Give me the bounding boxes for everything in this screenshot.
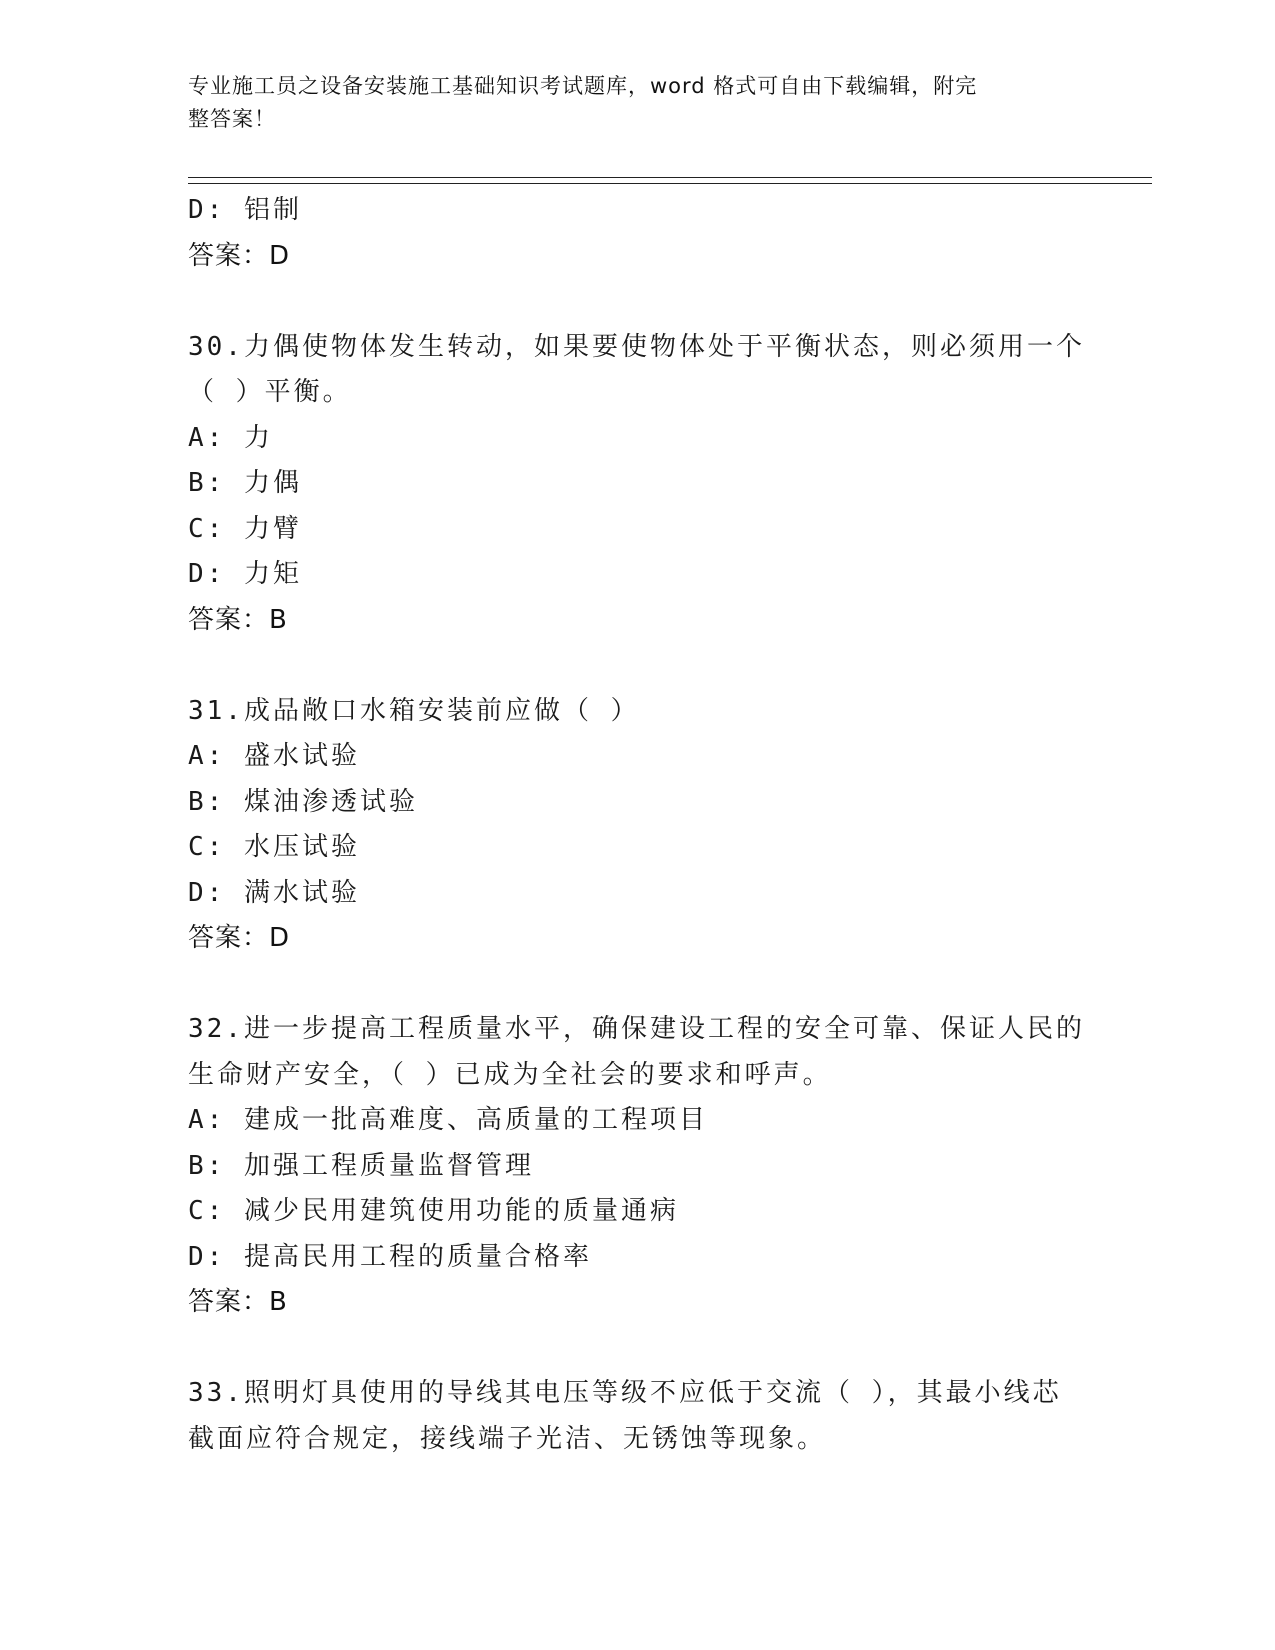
question-text-line: （ ）平衡。 — [188, 377, 352, 407]
option-letter: C: — [188, 1196, 226, 1226]
option-letter: D: — [188, 559, 226, 589]
option-a — [188, 416, 1088, 462]
answer-line — [188, 598, 1088, 644]
option-c — [188, 825, 1088, 871]
option-text: 水压试验 — [243, 832, 360, 862]
answer-label: 答案： — [188, 240, 270, 271]
option-text: 力偶 — [243, 468, 302, 498]
option-d — [188, 871, 1088, 917]
option-text: 铝制 — [243, 195, 302, 225]
option-letter: D: — [188, 877, 226, 908]
option-letter: B: — [188, 786, 226, 817]
option-c — [188, 1189, 1088, 1235]
question-31 — [188, 689, 1088, 962]
question-text-line: 30.力偶使物体发生转动，如果要使物体处于平衡状态，则必须用一个 — [188, 331, 1085, 362]
option-d — [188, 552, 1088, 598]
answer-line — [188, 916, 1088, 962]
option-letter: C: — [188, 513, 226, 544]
option-text: 满水试验 — [243, 877, 360, 908]
option-letter: B: — [188, 1150, 226, 1181]
question-text-line: 截面应符合规定，接线端子光洁、无锈蚀等现象。 — [188, 1423, 827, 1454]
option-text: 煤油渗透试验 — [243, 786, 418, 817]
question-list — [188, 188, 1088, 1462]
option-a — [188, 734, 1088, 780]
option-b — [188, 780, 1088, 826]
option-text: 力矩 — [243, 559, 302, 589]
header-divider-bottom — [188, 183, 1152, 184]
option-text: 减少民用建筑使用功能的质量通病 — [243, 1196, 679, 1226]
document-header — [188, 70, 1068, 136]
option-letter: A: — [188, 741, 226, 771]
question-30 — [188, 325, 1088, 644]
header-divider-top — [188, 177, 1152, 178]
question-32 — [188, 1007, 1088, 1326]
answer-line — [188, 234, 1088, 280]
option-d — [188, 188, 1088, 234]
answer-value: D — [269, 240, 291, 271]
question-text-line: 32.进一步提高工程质量水平，确保建设工程的安全可靠、保证人民的 — [188, 1014, 1085, 1044]
option-letter: D: — [188, 1241, 226, 1272]
option-text: 力 — [243, 422, 273, 453]
option-a — [188, 1098, 1088, 1144]
option-c — [188, 507, 1088, 553]
spacer — [188, 279, 1088, 325]
option-letter: D: — [188, 195, 226, 225]
spacer — [188, 643, 1088, 689]
option-b — [188, 461, 1088, 507]
answer-line — [188, 1280, 1088, 1326]
answer-label: 答案： — [188, 1287, 270, 1317]
header-line-2: 整答案！ — [188, 107, 276, 131]
answer-value: D — [269, 923, 291, 953]
answer-value: B — [269, 604, 288, 635]
option-text: 盛水试验 — [243, 741, 360, 771]
option-letter: B: — [188, 468, 226, 498]
question-text-line: 33.照明灯具使用的导线其电压等级不应低于交流（ ），其最小线芯 — [188, 1378, 1062, 1408]
answer-value: B — [269, 1287, 288, 1317]
option-text: 提高民用工程的质量合格率 — [243, 1241, 592, 1272]
question-text-line: 31.成品敞口水箱安装前应做（ ） — [188, 695, 640, 726]
spacer — [188, 1326, 1088, 1372]
question-text-line: 生命财产安全，（ ）已成为全社会的要求和呼声。 — [188, 1059, 832, 1090]
option-letter: A: — [188, 422, 226, 453]
option-text: 加强工程质量监督管理 — [243, 1150, 534, 1181]
spacer — [188, 962, 1088, 1008]
option-letter: A: — [188, 1105, 226, 1135]
header-line-1: 专业施工员之设备安装施工基础知识考试题库，word 格式可自由下载编辑，附完 — [188, 74, 978, 98]
answer-label: 答案： — [188, 923, 270, 953]
option-b — [188, 1144, 1088, 1190]
option-letter: C: — [188, 832, 226, 862]
option-d — [188, 1235, 1088, 1281]
option-text: 建成一批高难度、高质量的工程项目 — [243, 1105, 708, 1135]
option-text: 力臂 — [243, 513, 302, 544]
question-33 — [188, 1371, 1088, 1462]
answer-label: 答案： — [188, 604, 270, 635]
